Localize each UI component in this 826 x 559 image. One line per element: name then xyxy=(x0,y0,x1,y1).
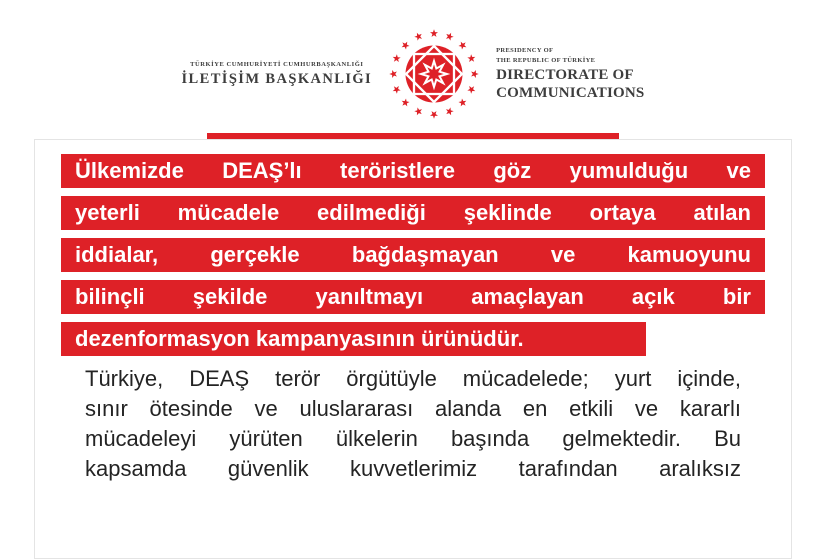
body-line: kapsamda güvenlik kuvvetlerimiz tarafından aralıksız xyxy=(85,456,741,481)
body-line: Türkiye, DEAŞ terör örgütüyle mücadelede; yurt içinde, xyxy=(85,366,741,391)
presidency-seal-icon xyxy=(387,27,481,121)
directorate-title-line-1: DIRECTORATE OF xyxy=(496,66,634,83)
presidency-caption-en-2: THE REPUBLIC OF TÜRKİYE xyxy=(496,56,596,64)
iletisim-baskanligi-logo xyxy=(182,61,373,88)
body-line: mücadeleyi yürüten ülkelerin başında gelmektedir. Bu xyxy=(85,426,741,451)
directorate-title-line-2: COMMUNICATIONS xyxy=(496,85,645,102)
statement-card xyxy=(34,139,792,559)
body-line: sınır ötesinde ve uluslararası alanda en etkili ve kararlı xyxy=(85,396,741,421)
highlight-line: Ülkemizde DEAŞ’lı teröristlere göz yumulduğu ve xyxy=(61,154,765,188)
presidency-caption-en-1: PRESIDENCY OF xyxy=(496,47,554,55)
highlight-line: iddialar, gerçekle bağdaşmayan ve kamuoyunu xyxy=(61,238,765,272)
statement-body xyxy=(85,364,741,484)
header xyxy=(0,0,826,121)
highlight-line: yeterli mücadele edilmediği şeklinde ortaya atılan xyxy=(61,196,765,230)
highlight-line: bilinçli şekilde yanıltmayı amaçlayan açık bir xyxy=(61,280,765,314)
highlighted-statement xyxy=(61,154,765,356)
iletisim-baskanligi-title: İLETİŞİM BAŞKANLIĞI xyxy=(181,70,373,87)
directorate-of-communications-logo xyxy=(496,46,644,101)
highlight-line: dezenformasyon kampanyasının ürünüdür. xyxy=(61,322,646,356)
presidency-caption-tr: TÜRKİYE CUMHURİYETİ CUMHURBAŞKANLIĞI xyxy=(190,60,364,68)
